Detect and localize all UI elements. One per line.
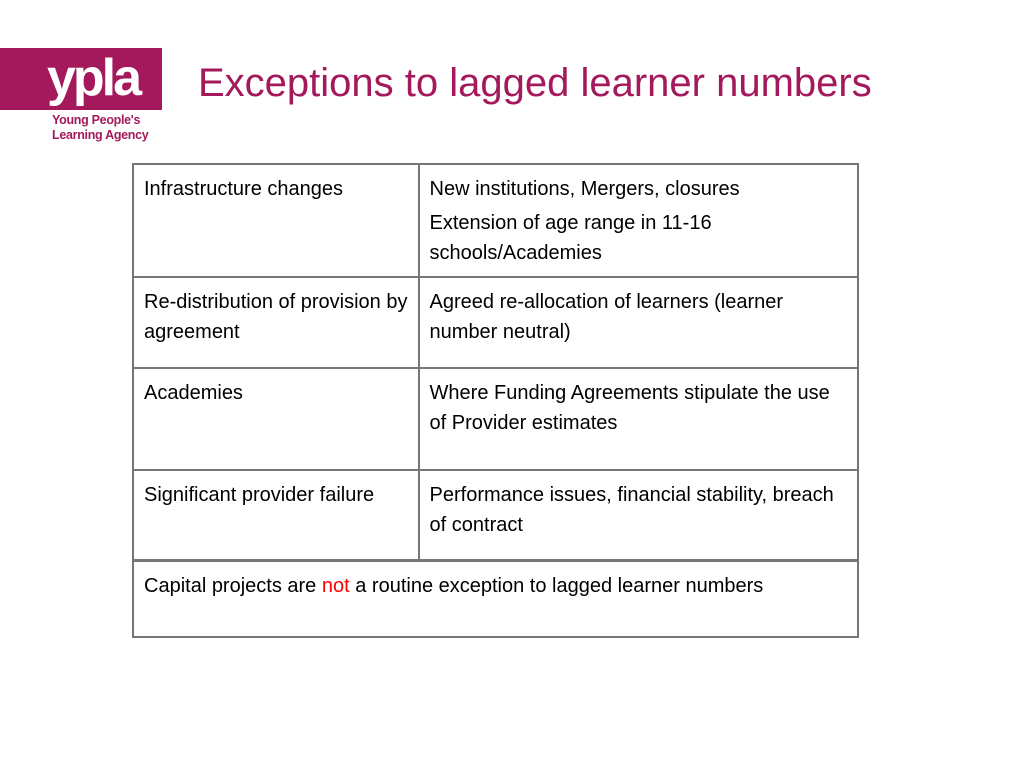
row-category — [133, 277, 419, 368]
detail-text: Where Funding Agreements stipulate the use of Provider estimates — [429, 382, 830, 434]
footer-text-before: Capital projects are — [144, 574, 322, 597]
logo-block — [0, 48, 162, 110]
category-text: Infrastructure changes — [144, 178, 343, 200]
category-text: Academies — [144, 382, 243, 404]
footer-text-after: a routine exception to lagged learner numbers — [349, 574, 764, 597]
row-category — [133, 368, 419, 470]
detail-text: Extension of age range in 11-16 schools/Academies — [429, 212, 712, 264]
table-row — [133, 470, 858, 560]
category-text: Significant provider failure — [144, 484, 375, 506]
row-details — [419, 368, 858, 470]
footer-text — [144, 571, 847, 601]
row-details — [419, 164, 858, 277]
exceptions-table — [132, 163, 859, 638]
row-details — [419, 470, 858, 560]
table-row — [133, 164, 858, 277]
logo-subtitle-line2: Learning Agency — [52, 128, 149, 142]
detail-text: Agreed re-allocation of learners (learner number neutral) — [429, 291, 784, 343]
detail-text: Performance issues, financial stability, breach of contract — [429, 484, 834, 536]
footer-note — [133, 560, 858, 637]
table-row — [133, 368, 858, 470]
row-category — [133, 164, 419, 277]
table-footer-row — [133, 560, 858, 637]
row-details — [419, 277, 858, 368]
logo-subtitle — [52, 113, 148, 143]
category-text: Re-distribution of provision by agreement — [144, 291, 408, 343]
logo-wordmark: ypla — [47, 49, 140, 107]
logo-subtitle-line1: Young People's — [52, 113, 141, 127]
detail-text: New institutions, Mergers, closures — [429, 178, 740, 200]
footer-highlight: not — [321, 574, 350, 597]
row-category — [133, 470, 419, 560]
table-row — [133, 277, 858, 368]
slide-title: Exceptions to lagged learner numbers — [198, 61, 872, 105]
